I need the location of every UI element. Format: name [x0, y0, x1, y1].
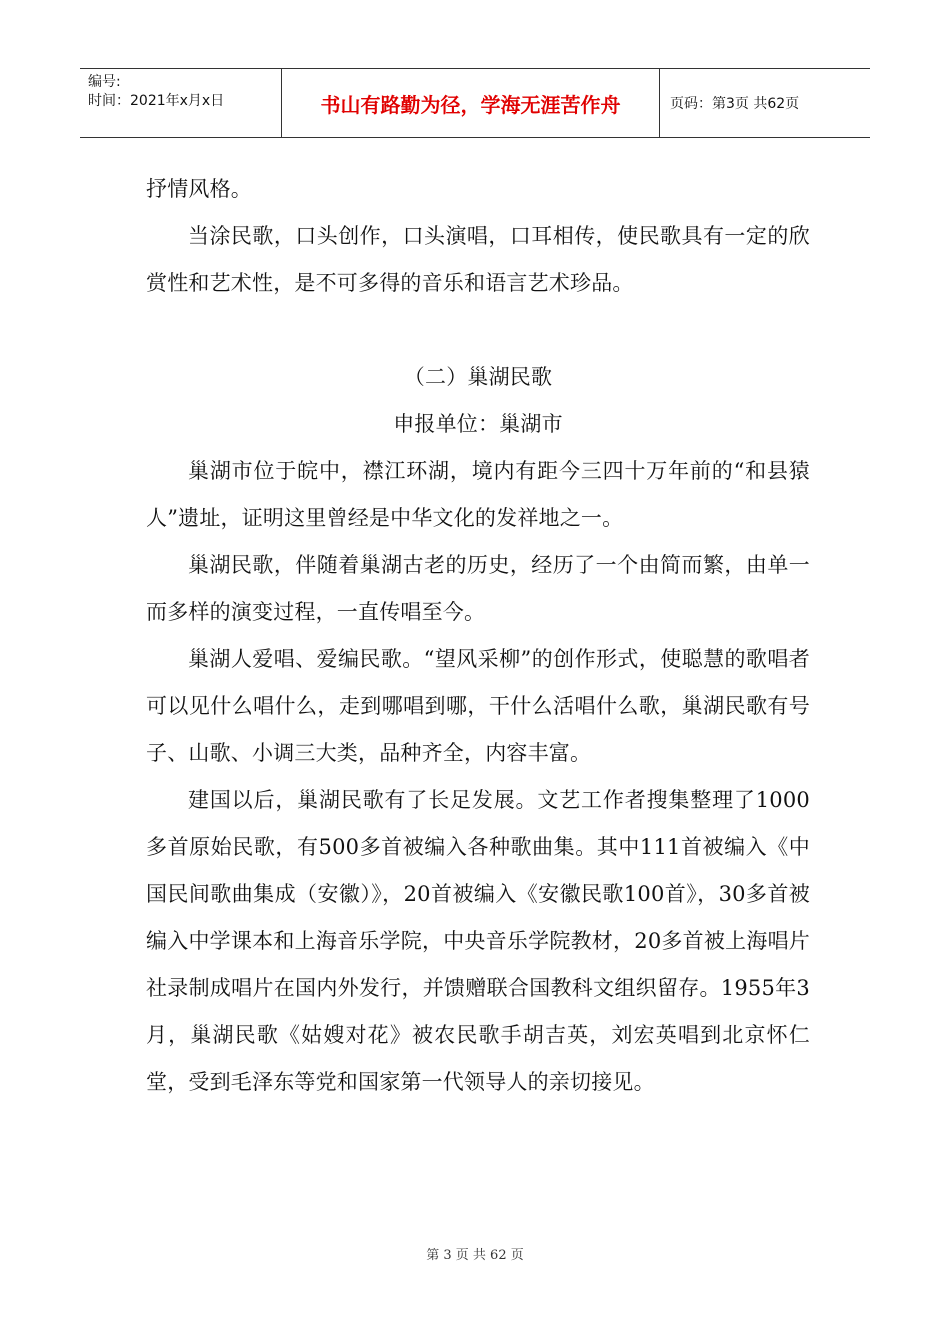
header-motto: 书山有路勤为径，学海无涯苦作舟 — [282, 69, 660, 137]
header-meta — [80, 69, 282, 137]
paragraph-continuation: 抒情风格。 — [146, 177, 252, 201]
paragraph-dangtu-folk-songs: 当涂民歌，口头创作，口头演唱，口耳相传，使民歌具有一定的欣赏性和艺术性，是不可多得的音乐和语言艺术珍品。 — [146, 224, 810, 295]
paragraph-chaohu-singing: 巢湖人爱唱、爱编民歌。“望风采柳”的创作形式，使聪慧的歌唱者可以见什么唱什么，走到哪唱到哪，干什么活唱什么歌，巢湖民歌有号子、山歌、小调三大类，品种齐全，内容丰富。 — [146, 647, 810, 765]
paragraph-chaohu-history: 巢湖民歌，伴随着巢湖古老的历史，经历了一个由简而繁，由单一而多样的演变过程，一直传唱至今。 — [146, 553, 810, 624]
paragraph-chaohu-development: 建国以后，巢湖民歌有了长足发展。文艺工作者搜集整理了1000多首原始民歌，有500多首被编入各种歌曲集。其中111首被编入《中国民间歌曲集成（安徽）》，20首被编入《安徽民歌100首》，30多首被编入中学课本和上海音乐学院，中央音乐学院教材，20多首被上海唱片社录制成唱片在国内外发行，并馈赠联合国教科文组织留存。1955年3月，巢湖民歌《姑嫂对花》被农民歌手胡吉英，刘宏英唱到北京怀仁堂，受到毛泽东等党和国家第一代领导人的亲切接见。 — [146, 788, 810, 1094]
reporting-unit: 申报单位：巢湖市 — [393, 412, 563, 436]
document-body — [146, 166, 810, 1106]
header-page-info: 页码：第3页 共62页 — [670, 96, 800, 112]
section-spacer — [146, 307, 810, 354]
document-time-label: 时间：2021年x月x日 — [88, 93, 225, 109]
paragraph-chaohu-location: 巢湖市位于皖中，襟江环湖，境内有距今三四十万年前的“和县猿人”遗址，证明这里曾经是中华文化的发祥地之一。 — [146, 459, 810, 530]
section-title: （二）巢湖民歌 — [403, 365, 553, 389]
document-number-label: 编号: — [88, 74, 121, 90]
page-footer: 第 3 页 共 62 页 — [426, 1248, 524, 1263]
page-header — [80, 68, 870, 138]
